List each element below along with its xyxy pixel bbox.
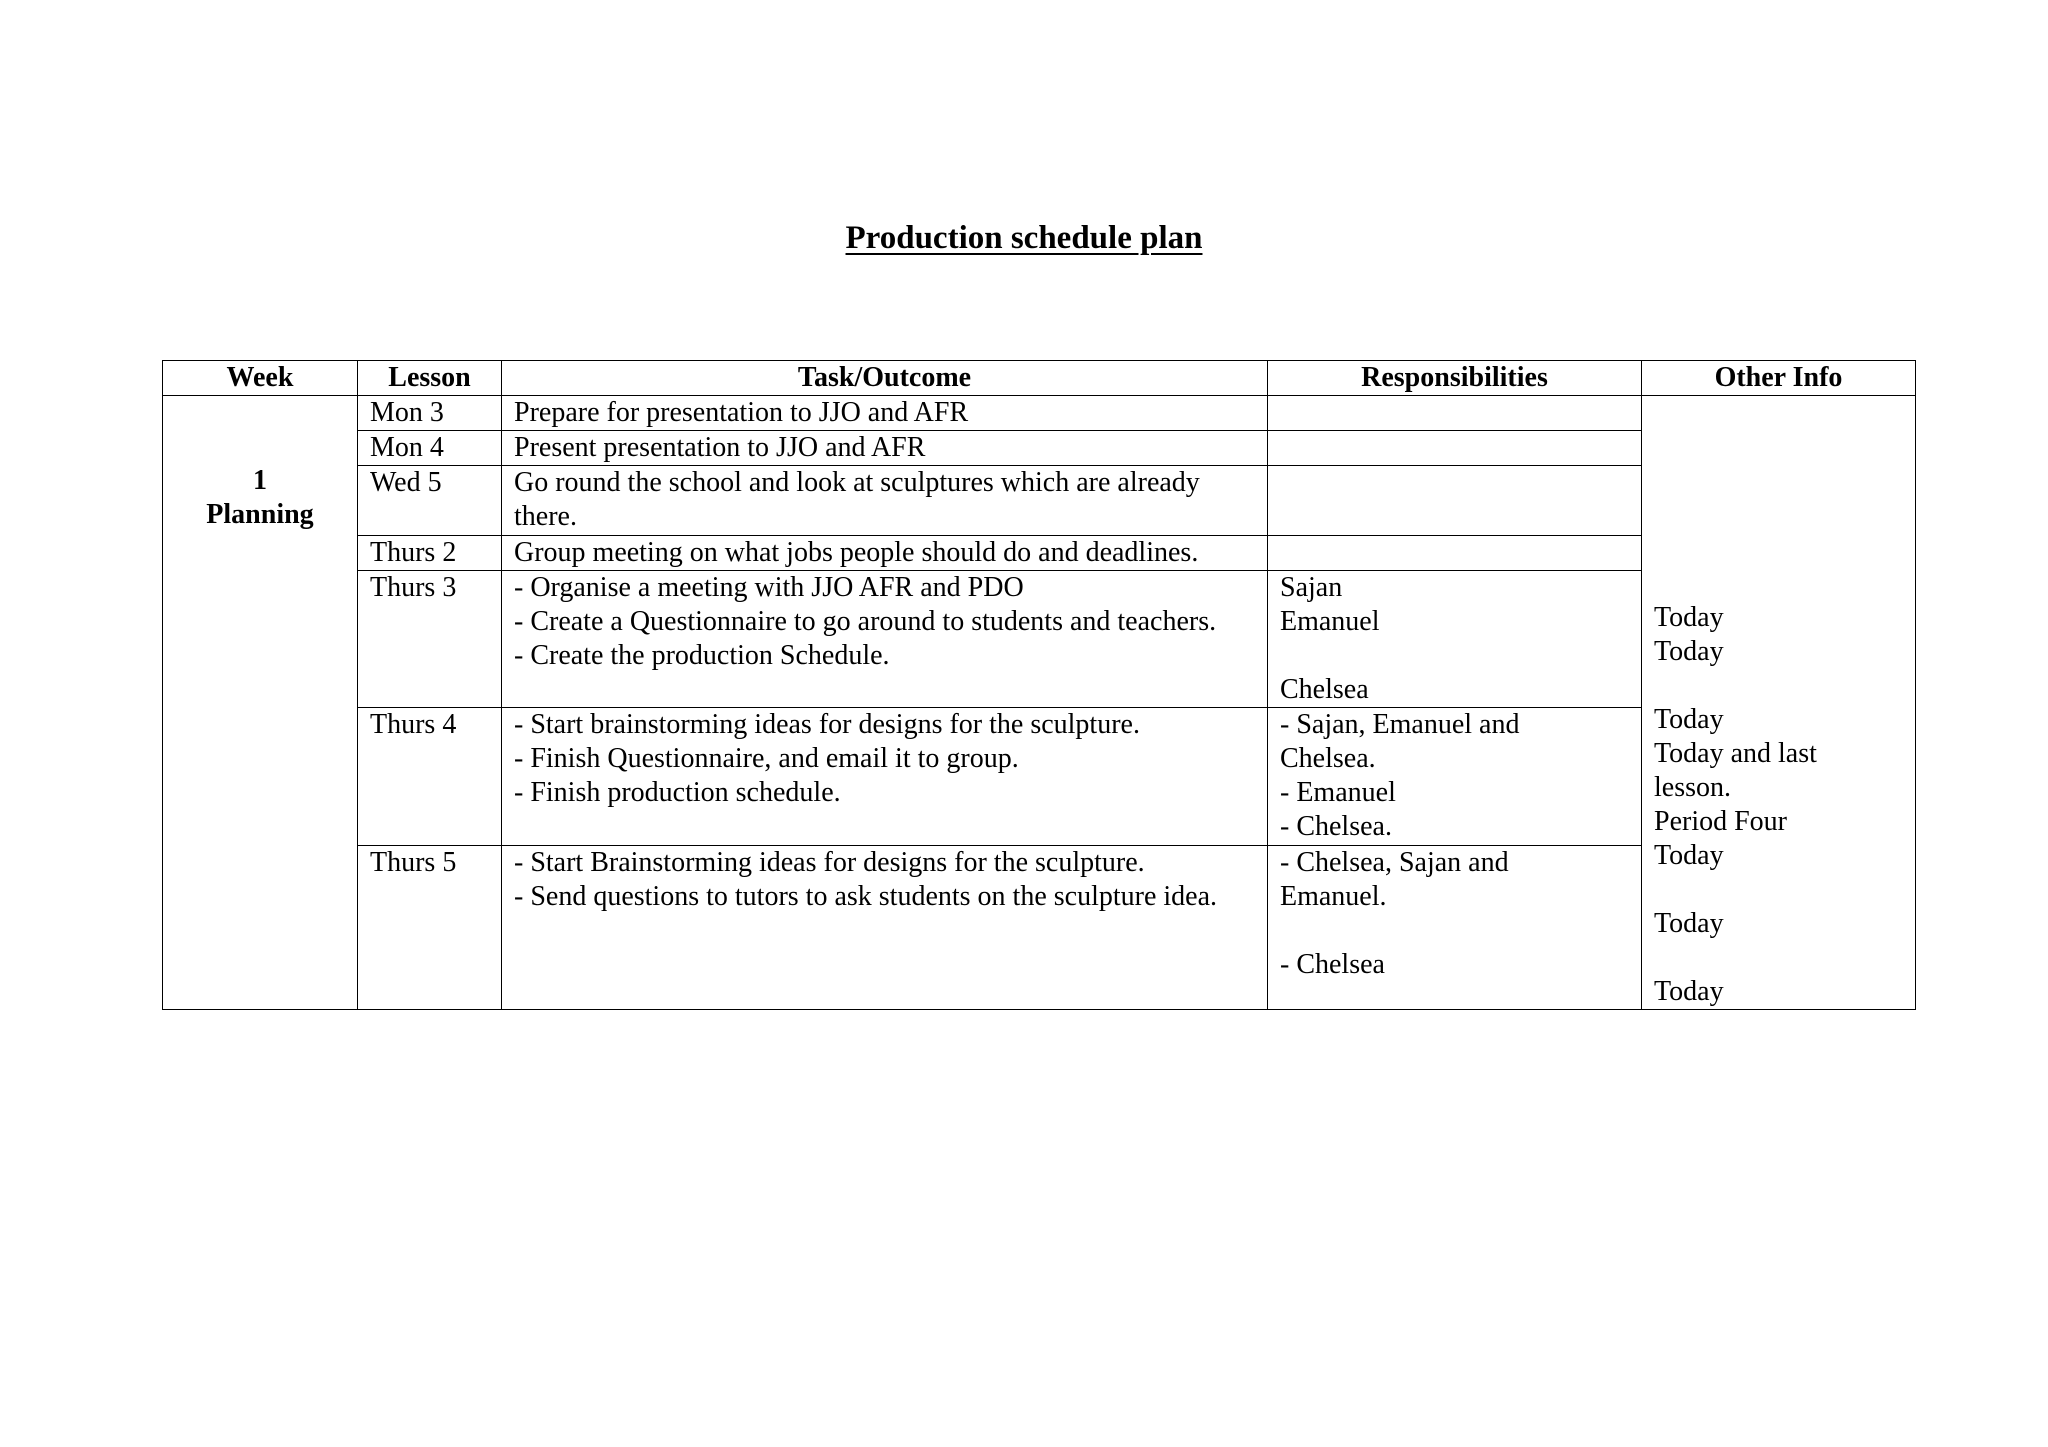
responsibility-line: - Chelsea. [1280,811,1392,843]
week-number: 1 [253,465,267,496]
task-line: Prepare for presentation to JJO and AFR [514,397,969,428]
responsibility-line: - Chelsea, Sajan and [1280,847,1509,879]
page-title-text: Production schedule plan [845,220,1203,256]
responsibilities-cell [1268,570,1642,708]
page-title [0,218,2048,258]
responsibility-line: Sajan [1280,571,1343,603]
lesson-cell: Mon 3 [358,396,502,431]
other-info-line: Today [1654,704,1724,735]
responsibilities-cell [1268,431,1642,466]
other-info-line: Period Four [1654,806,1787,837]
lesson-cell: Mon 4 [358,431,502,466]
task-line: - Create the production Schedule. [514,639,890,671]
header-lesson: Lesson [358,361,502,396]
schedule-body [163,396,1916,1010]
responsibility-line: Chelsea. [1280,743,1376,775]
task-line: - Create a Questionnaire to go around to students and teachers. [514,605,1217,637]
task-line: Go round the school and look at sculptures which are already there. [514,467,1207,533]
responsibilities-cell [1268,708,1642,846]
lesson-cell: Thurs 2 [358,535,502,570]
lesson-cell: Thurs 3 [358,570,502,708]
other-info-line [1654,669,1903,703]
other-info-line: Today [1654,636,1724,667]
other-info-line: Today [1654,602,1724,633]
task-cell [502,396,1268,431]
responsibility-line: - Emanuel [1280,777,1396,809]
responsibilities-cell [1268,535,1642,570]
responsibility-line [1280,914,1629,948]
responsibility-line: - Sajan, Emanuel and [1280,709,1520,741]
task-line: Present presentation to JJO and AFR [514,432,926,464]
header-task-outcome: Task/Outcome [502,361,1268,396]
lesson-cell: Wed 5 [358,466,502,535]
responsibilities-cell [1268,846,1642,1010]
other-info-cell [1642,396,1916,1010]
task-line: - Finish Questionnaire, and email it to group. [514,743,1019,775]
task-line: Group meeting on what jobs people should do and deadlines. [514,536,1199,568]
responsibility-line: Emanuel. [1280,881,1387,913]
other-info-line [1654,873,1903,907]
responsibilities-cell [1268,466,1642,535]
lesson-cell: Thurs 4 [358,708,502,846]
task-line: - Start Brainstorming ideas for designs for the sculpture. [514,847,1145,879]
header-responsibilities: Responsibilities [1268,361,1642,396]
task-line: - Finish production schedule. [514,777,841,809]
task-cell [502,708,1268,846]
task-cell [502,570,1268,708]
responsibility-line: Chelsea [1280,673,1369,705]
week-label: Planning [206,499,314,530]
other-info-line: Today [1654,840,1724,871]
table-row [163,396,1916,431]
lesson-cell: Thurs 5 [358,846,502,1010]
responsibility-line: Emanuel [1280,605,1380,637]
task-line: - Organise a meeting with JJO AFR and PDO [514,571,1024,603]
week-cell [163,396,358,1010]
task-line: - Send questions to tutors to ask students on the sculpture idea. [514,881,1218,913]
header-other-info: Other Info [1642,361,1916,396]
task-line: - Start brainstorming ideas for designs for the sculpture. [514,709,1140,741]
schedule-table [162,360,1916,1010]
other-info-line: lesson. [1654,772,1731,803]
task-cell [502,535,1268,570]
responsibility-line: - Chelsea [1280,949,1385,981]
task-cell [502,431,1268,466]
task-cell [502,846,1268,1010]
task-cell [502,466,1268,535]
header-week: Week [163,361,358,396]
other-info-line: Today and last [1654,738,1817,769]
header-row [163,361,1916,396]
other-info-line: Today [1654,976,1724,1007]
responsibility-line [1280,639,1629,673]
responsibilities-cell [1268,396,1642,431]
other-info-line [1654,941,1903,975]
other-info-line: Today [1654,908,1724,939]
